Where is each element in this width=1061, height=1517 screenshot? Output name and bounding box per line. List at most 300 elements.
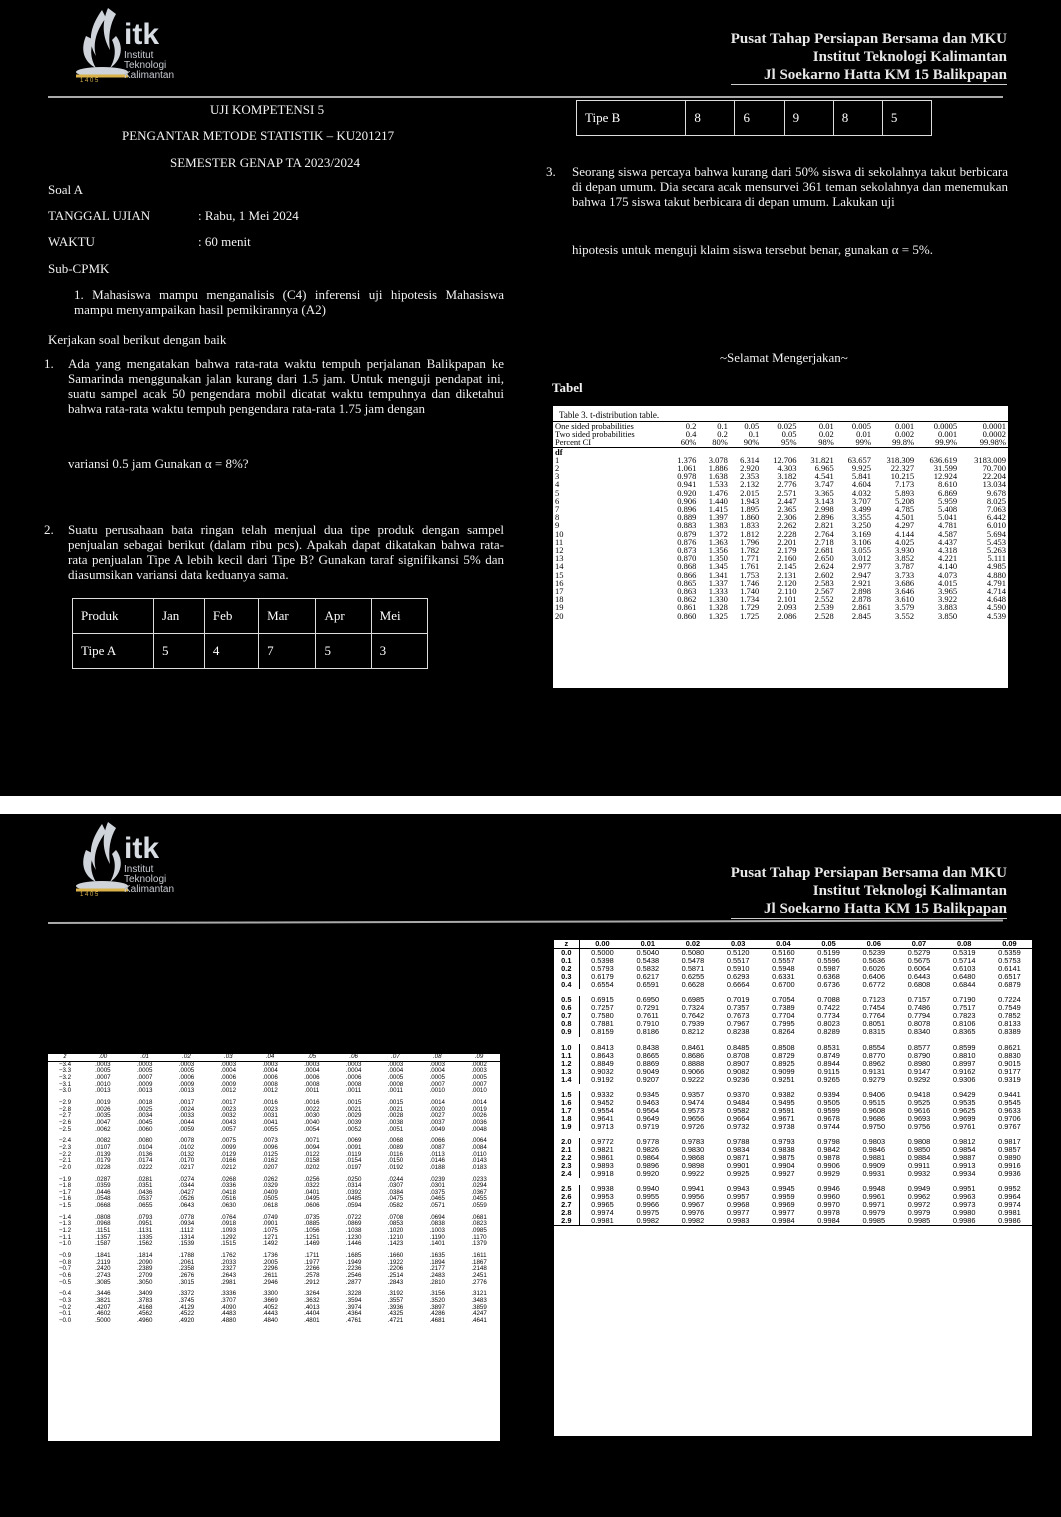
semester-title: SEMESTER GENAP TA 2023/2024 (170, 155, 361, 170)
table-cell: 0.9772 (591, 1136, 614, 1146)
table-cell: 0.6844 (952, 980, 976, 990)
table-cell: .3783 (136, 1297, 153, 1304)
table-cell: 0.9641 (591, 1113, 614, 1123)
table-cell: .4801 (304, 1316, 320, 1324)
table-cell: .2327 (220, 1265, 237, 1273)
table-cell: 0.9463 (636, 1097, 660, 1107)
table-cell: 0.920 (677, 487, 697, 498)
date-label: TANGGAL UJIAN (48, 208, 151, 223)
table-cell: 4.785 (894, 504, 915, 515)
table-cell: 2.602 (814, 569, 834, 580)
table-cell: .1401 (429, 1240, 445, 1248)
table-header: .05 (291, 1054, 333, 1061)
table-cell: .2611 (262, 1272, 278, 1280)
table-cell: .0329 (262, 1182, 278, 1190)
sales-row-tipe-a (73, 634, 428, 669)
table-cell: 0.8289 (817, 1027, 840, 1037)
table-cell: 9 (784, 101, 833, 136)
table-cell: 0.9495 (772, 1097, 795, 1107)
table-cell: .0655 (136, 1202, 153, 1210)
table-cell: Jan (153, 599, 204, 634)
table-cell: −0.4 (58, 1290, 72, 1298)
table-cell: .2810 (429, 1278, 445, 1286)
table-cell: 3.965 (937, 586, 958, 597)
table-cell: 0.5239 (862, 948, 886, 958)
table-cell: 0.9418 (907, 1089, 931, 1099)
table-cell: 1.8 (554, 1115, 579, 1123)
table-cell: .0409 (262, 1188, 278, 1196)
table-cell: 0.5832 (636, 964, 660, 974)
table-cell: 5 (316, 634, 371, 669)
table-cell: 0.9591 (772, 1105, 795, 1115)
table-cell: .4404 (304, 1310, 320, 1318)
table-cell: .0132 (178, 1150, 195, 1158)
table-cell: .0028 (387, 1112, 404, 1120)
table-cell: 3.733 (894, 569, 915, 580)
table-cell: 0.9693 (907, 1113, 931, 1123)
table-cell: .0005 (136, 1067, 153, 1075)
table-cell: 0.8830 (998, 1050, 1021, 1060)
table-cell: −3.1 (58, 1080, 72, 1088)
table-cell: 0.9066 (681, 1066, 705, 1076)
table-cell: 2.977 (851, 561, 872, 572)
table-cell: .0040 (304, 1118, 320, 1126)
table-cell: 2.9 (554, 1217, 579, 1226)
table-cell: .0094 (304, 1143, 320, 1151)
table-cell: 13.034 (982, 479, 1006, 490)
table-cell: 0.9975 (636, 1208, 660, 1218)
table-cell: 0.9985 (862, 1216, 886, 1226)
table-cell: .0019 (95, 1098, 111, 1106)
table-cell: 0.6736 (817, 980, 840, 990)
table-cell: .0003 (471, 1067, 487, 1075)
table-cell: 1.782 (740, 545, 760, 556)
institution-line: Pusat Tahap Persiapan Bersama dan MKU (730, 31, 1007, 47)
table-cell: .0006 (262, 1073, 278, 1081)
table-cell: .0005 (178, 1067, 195, 1075)
table-cell: −2.1 (58, 1157, 72, 1165)
table-cell: 0.876 (677, 536, 697, 547)
table-cell: .0096 (262, 1143, 278, 1151)
table-cell: 4.501 (894, 512, 915, 523)
table-cell: 5.893 (894, 487, 915, 498)
table-cell: 0.4 (554, 981, 579, 989)
table-cell: .0136 (136, 1150, 153, 1158)
table-cell: .0019 (471, 1105, 487, 1113)
table-cell: 0.9927 (772, 1169, 795, 1179)
table-cell: .0287 (95, 1175, 111, 1183)
table-cell: 0.6443 (907, 972, 931, 982)
table-cell: 0.9984 (772, 1216, 795, 1226)
table-cell: 0.9332 (591, 1089, 614, 1099)
table-cell: 0.9974 (591, 1208, 614, 1218)
table-cell: 0.001 (894, 421, 915, 431)
table-cell: 0.9719 (636, 1121, 660, 1131)
table-cell: 0.9983 (726, 1216, 750, 1226)
table-cell: 0.6772 (862, 980, 886, 990)
table-cell: 13 (555, 553, 564, 564)
table-cell: .0006 (345, 1073, 362, 1081)
table-cell: .0643 (178, 1202, 195, 1210)
table-cell: 4.073 (937, 569, 958, 580)
table-cell: 0.8485 (726, 1042, 750, 1052)
table-cell: 0.9505 (817, 1097, 840, 1107)
z-table-row (554, 1076, 1032, 1084)
table-cell: −1.9 (58, 1175, 72, 1183)
table-cell: 5.208 (894, 495, 915, 506)
table-cell: 0.9962 (907, 1192, 931, 1202)
table-cell: .0018 (136, 1098, 153, 1106)
table-cell: .0037 (429, 1118, 445, 1126)
q3-number: 3. (546, 164, 556, 179)
table-cell: .3121 (471, 1290, 487, 1298)
table-cell: 3.250 (851, 520, 872, 531)
table-cell: 98% (818, 437, 834, 448)
table-cell: .1210 (387, 1233, 404, 1241)
table-cell: 0.8106 (952, 1019, 976, 1029)
table-cell: 0.9793 (772, 1136, 795, 1146)
table-cell: .2389 (136, 1265, 153, 1273)
table-cell: 0.9732 (726, 1121, 750, 1131)
table-cell: 0.7794 (907, 1011, 931, 1021)
table-cell: 5 (882, 101, 931, 136)
table-cell: 14 (555, 561, 564, 572)
table-cell: Apr (316, 599, 371, 634)
table-cell: .3859 (471, 1303, 487, 1311)
table-cell: −1.5 (58, 1202, 72, 1210)
table-cell: 2.132 (740, 479, 760, 490)
table-cell: .0322 (304, 1182, 320, 1190)
table-cell: .0031 (262, 1112, 278, 1120)
table-cell: 3.787 (894, 561, 915, 572)
sales-row-tipe-b (577, 101, 932, 136)
table-cell: .0307 (387, 1182, 404, 1190)
table-cell: .0006 (304, 1073, 320, 1081)
table-cell: .3632 (304, 1297, 320, 1304)
table-cell: 4.714 (986, 586, 1006, 597)
table-cell: .0008 (304, 1080, 320, 1088)
table-cell: 99.98% (979, 437, 1006, 448)
table-cell: 1.061 (677, 463, 697, 474)
neg-z-table-row (48, 1165, 500, 1172)
header-divider (48, 96, 1003, 98)
table-cell: 0.9946 (817, 1184, 840, 1194)
table-cell: 0.5675 (907, 956, 931, 966)
table-cell: .3300 (262, 1290, 278, 1298)
table-cell: .2451 (471, 1272, 487, 1280)
table-cell: .3707 (220, 1297, 237, 1304)
table-cell: 0.05 (781, 429, 797, 440)
table-cell: .0004 (387, 1067, 404, 1075)
table-cell: 0.941 (677, 479, 697, 490)
table-cell: 0.9925 (726, 1169, 750, 1179)
table-cell: .0057 (220, 1125, 237, 1133)
table-cell: 0.9767 (998, 1121, 1021, 1131)
table-cell: .0060 (136, 1125, 153, 1133)
table-cell: .0082 (95, 1137, 111, 1145)
table-cell: 5.263 (986, 545, 1006, 556)
table-cell: 1.337 (708, 577, 728, 588)
table-cell: 2.718 (814, 536, 834, 547)
table-cell: .0749 (262, 1213, 278, 1221)
table-cell: 4.539 (986, 610, 1006, 621)
table-cell: .0012 (220, 1087, 237, 1095)
table-cell: .0020 (429, 1105, 445, 1113)
table-cell: .0222 (136, 1163, 153, 1171)
table-cell: 4.587 (937, 528, 958, 539)
table-cell: 1.761 (740, 561, 760, 572)
table-cell: 0.9985 (907, 1216, 931, 1226)
table-cell: 0.8810 (952, 1050, 976, 1060)
institution-address: Jl Soekarno Hatta KM 15 Balikpapan (731, 900, 1007, 919)
table-cell: 4.297 (894, 520, 915, 531)
table-cell: .1611 (471, 1252, 487, 1260)
table-cell: .0007 (136, 1073, 153, 1081)
table-cell: .0119 (346, 1150, 362, 1158)
table-cell: .0055 (262, 1125, 278, 1133)
table-cell: 0.5080 (681, 948, 705, 958)
table-cell: .0004 (345, 1067, 362, 1075)
table-cell: −1.0 (58, 1240, 72, 1248)
table-cell: 2.552 (814, 594, 834, 605)
table-cell: −1.4 (58, 1213, 72, 1221)
table-cell: 0.9966 (636, 1200, 660, 1210)
table-cell: 2.4 (554, 1170, 579, 1178)
table-cell: 0.8212 (681, 1027, 705, 1037)
table-cell: .0009 (136, 1080, 153, 1088)
table-cell: 0.8869 (636, 1058, 660, 1068)
table-cell: 1.476 (708, 487, 728, 498)
table-cell: .0062 (95, 1125, 111, 1133)
table-cell: .1038 (345, 1227, 362, 1235)
table-cell: 0.9909 (862, 1161, 886, 1171)
table-cell: .0918 (220, 1220, 237, 1228)
table-cell: 0.9699 (952, 1113, 976, 1123)
table-cell: 0.8962 (862, 1058, 886, 1068)
table-cell: .0239 (429, 1175, 445, 1183)
table-cell: 2.262 (777, 520, 797, 531)
table-cell: 0.8133 (998, 1019, 1021, 1029)
table-cell: −2.5 (58, 1125, 72, 1133)
table-cell: 3.365 (814, 487, 834, 498)
svg-text:1 4 0 5: 1 4 0 5 (80, 892, 99, 898)
table-cell: 6 (555, 495, 560, 506)
table-cell: 3 (371, 634, 427, 669)
table-cell: .0808 (95, 1213, 111, 1221)
table-cell: .2743 (95, 1272, 111, 1280)
z-table-body (554, 949, 1032, 1226)
table-cell: 0.9821 (591, 1145, 614, 1155)
q3-text-cont: hipotesis untuk menguji klaim siswa tersebut benar, gunakan α = 5%. (572, 242, 933, 257)
table-cell: .1112 (179, 1227, 194, 1235)
table-cell: 0.8389 (998, 1027, 1021, 1037)
table-cell: .1711 (304, 1252, 320, 1260)
table-cell: .4840 (262, 1316, 278, 1324)
table-cell: 0.9319 (998, 1074, 1021, 1084)
q2-number: 2. (44, 522, 54, 537)
table-cell: .0008 (345, 1080, 362, 1088)
table-cell: .0012 (262, 1087, 278, 1095)
table-cell: 0.9441 (998, 1089, 1021, 1099)
table-cell: 1.383 (708, 520, 728, 531)
table-cell: .0015 (387, 1098, 404, 1106)
table-cell: 0.5398 (591, 956, 614, 966)
table-cell: 1.356 (708, 545, 728, 556)
table-cell: 2.365 (777, 504, 797, 515)
table-cell: 0.7454 (862, 1003, 886, 1013)
table-cell: 4.648 (986, 594, 1006, 605)
table-cell: 0.9750 (862, 1121, 886, 1131)
table-cell: .0256 (304, 1175, 320, 1183)
table-cell: 0.9783 (681, 1136, 705, 1146)
table-cell: .3050 (136, 1278, 153, 1286)
table-cell: 0.6026 (862, 964, 886, 974)
institution-address: Jl Soekarno Hatta KM 15 Balikpapan (731, 66, 1007, 85)
table-cell: 0.9726 (681, 1121, 705, 1131)
table-cell: .0107 (95, 1143, 111, 1151)
table-cell: 0.9738 (772, 1121, 795, 1131)
table-cell: 3.579 (894, 602, 915, 613)
table-cell: .0262 (262, 1175, 278, 1183)
table-cell: 4.781 (937, 520, 958, 531)
table-cell: 0.0005 (933, 421, 958, 431)
table-cell: .4207 (95, 1303, 111, 1311)
table-cell: .0014 (429, 1098, 445, 1106)
table-cell: 0.7257 (591, 1003, 614, 1013)
table-cell: 0.02 (818, 429, 834, 440)
table-cell: 4.985 (986, 561, 1006, 572)
table-header: z (48, 1054, 82, 1061)
table-cell: 0.3 (554, 973, 579, 981)
table-cell: 1.3 (554, 1068, 579, 1076)
table-cell: 0.9979 (862, 1208, 886, 1218)
table-cell: 1.415 (708, 504, 728, 515)
table-cell: .4013 (304, 1303, 320, 1311)
table-cell: .0003 (429, 1060, 445, 1068)
table-cell: 0.9633 (998, 1105, 1021, 1115)
table-cell: −2.8 (58, 1105, 72, 1113)
table-cell: 1.895 (740, 504, 760, 515)
table-cell: 0.9535 (952, 1097, 976, 1107)
table-cell: 2.2 (554, 1154, 579, 1162)
table-cell: −0.8 (58, 1258, 72, 1266)
table-cell: 3.552 (894, 610, 915, 621)
table-cell: .3085 (95, 1278, 111, 1286)
table-cell: 0.9965 (591, 1200, 614, 1210)
table-cell: .4960 (136, 1316, 153, 1324)
table-cell: .0274 (178, 1175, 195, 1183)
table-cell: 2.947 (851, 569, 872, 580)
df-label: df (555, 446, 563, 457)
table-cell: 0.7995 (772, 1019, 795, 1029)
table-cell: 0.9798 (817, 1136, 840, 1146)
table-cell: 1.363 (708, 536, 728, 547)
table-cell: .0183 (471, 1163, 487, 1171)
table-cell: 0.9515 (862, 1097, 886, 1107)
sales-header-row (73, 599, 428, 634)
table-cell: 0.8643 (591, 1050, 614, 1060)
table-cell: 90% (743, 437, 760, 448)
table-cell: 0.9671 (772, 1113, 795, 1123)
table-cell: 0.9868 (681, 1153, 705, 1163)
table-cell: 3.499 (851, 504, 872, 515)
table-cell: 0.5359 (998, 948, 1021, 958)
table-cell: 0.9972 (907, 1200, 931, 1210)
neg-z-table-row (48, 1241, 500, 1248)
neg-z-table-row (48, 1203, 500, 1210)
exam-page-2 (0, 814, 1061, 1517)
table-cell: 0.8238 (726, 1027, 750, 1037)
table-cell: .0089 (387, 1143, 404, 1151)
table-cell: .0036 (471, 1118, 487, 1126)
table-cell: 0.9952 (998, 1184, 1021, 1194)
table-cell: .0192 (387, 1163, 404, 1171)
table-cell: 1.330 (708, 594, 728, 605)
table-cell: 0.9706 (998, 1113, 1021, 1123)
table-cell: 5.694 (986, 528, 1006, 539)
table-cell: .0017 (178, 1098, 195, 1106)
table-cell: 0.7549 (998, 1003, 1021, 1013)
table-cell: 0.9838 (772, 1145, 795, 1155)
table-cell: 31.821 (810, 454, 834, 465)
table-cell: 2 (555, 463, 560, 474)
table-cell: .0314 (345, 1182, 362, 1190)
table-cell: 4.303 (777, 463, 797, 474)
table-cell: .0011 (346, 1087, 362, 1095)
table-cell: 0.8749 (817, 1050, 840, 1060)
table-cell: 1.860 (740, 512, 760, 523)
table-cell: 80% (712, 437, 728, 448)
table-cell: 0.9292 (907, 1074, 931, 1084)
table-cell: 7.173 (894, 479, 915, 490)
table-cell: 2.6 (554, 1193, 579, 1201)
table-cell: .4761 (345, 1316, 362, 1324)
table-header: 0.02 (670, 940, 715, 949)
table-cell: .3446 (95, 1290, 111, 1298)
table-cell: 0.6879 (998, 980, 1021, 990)
table-cell: 4.604 (851, 479, 872, 490)
table-cell: 1.771 (740, 553, 760, 564)
table-cell: .3745 (178, 1297, 195, 1304)
table-cell: .0250 (345, 1175, 362, 1183)
table-cell: 3183.009 (974, 454, 1006, 465)
table-cell: 0.9956 (681, 1192, 705, 1202)
table-cell: .3520 (429, 1297, 445, 1304)
table-cell: .0681 (471, 1213, 487, 1221)
table-cell: .0778 (178, 1213, 195, 1221)
table-cell: 0.5948 (772, 964, 795, 974)
table-cell: −2.7 (58, 1112, 72, 1120)
table-cell: 0.868 (677, 561, 697, 572)
table-cell: 0.8729 (772, 1050, 795, 1060)
table-cell: 99% (855, 437, 872, 448)
table-cell: 0.9564 (636, 1105, 660, 1115)
table-cell: 0.9678 (817, 1113, 840, 1123)
table-header: .06 (333, 1054, 375, 1061)
table-cell: 4.015 (937, 577, 958, 588)
table-cell: 0.9192 (591, 1074, 614, 1084)
table-cell: 1.376 (677, 454, 697, 465)
table-cell: 0.9918 (591, 1169, 614, 1179)
table-cell: .0162 (262, 1157, 278, 1165)
table-cell: .0010 (95, 1080, 111, 1088)
table-cell: 0.7486 (907, 1003, 931, 1013)
table-cell: .0080 (136, 1137, 153, 1145)
table-cell: 0.9573 (681, 1105, 705, 1115)
table-cell: 1.440 (708, 495, 728, 506)
table-cell: 2.101 (777, 594, 797, 605)
table-cell: 0.860 (677, 610, 697, 621)
